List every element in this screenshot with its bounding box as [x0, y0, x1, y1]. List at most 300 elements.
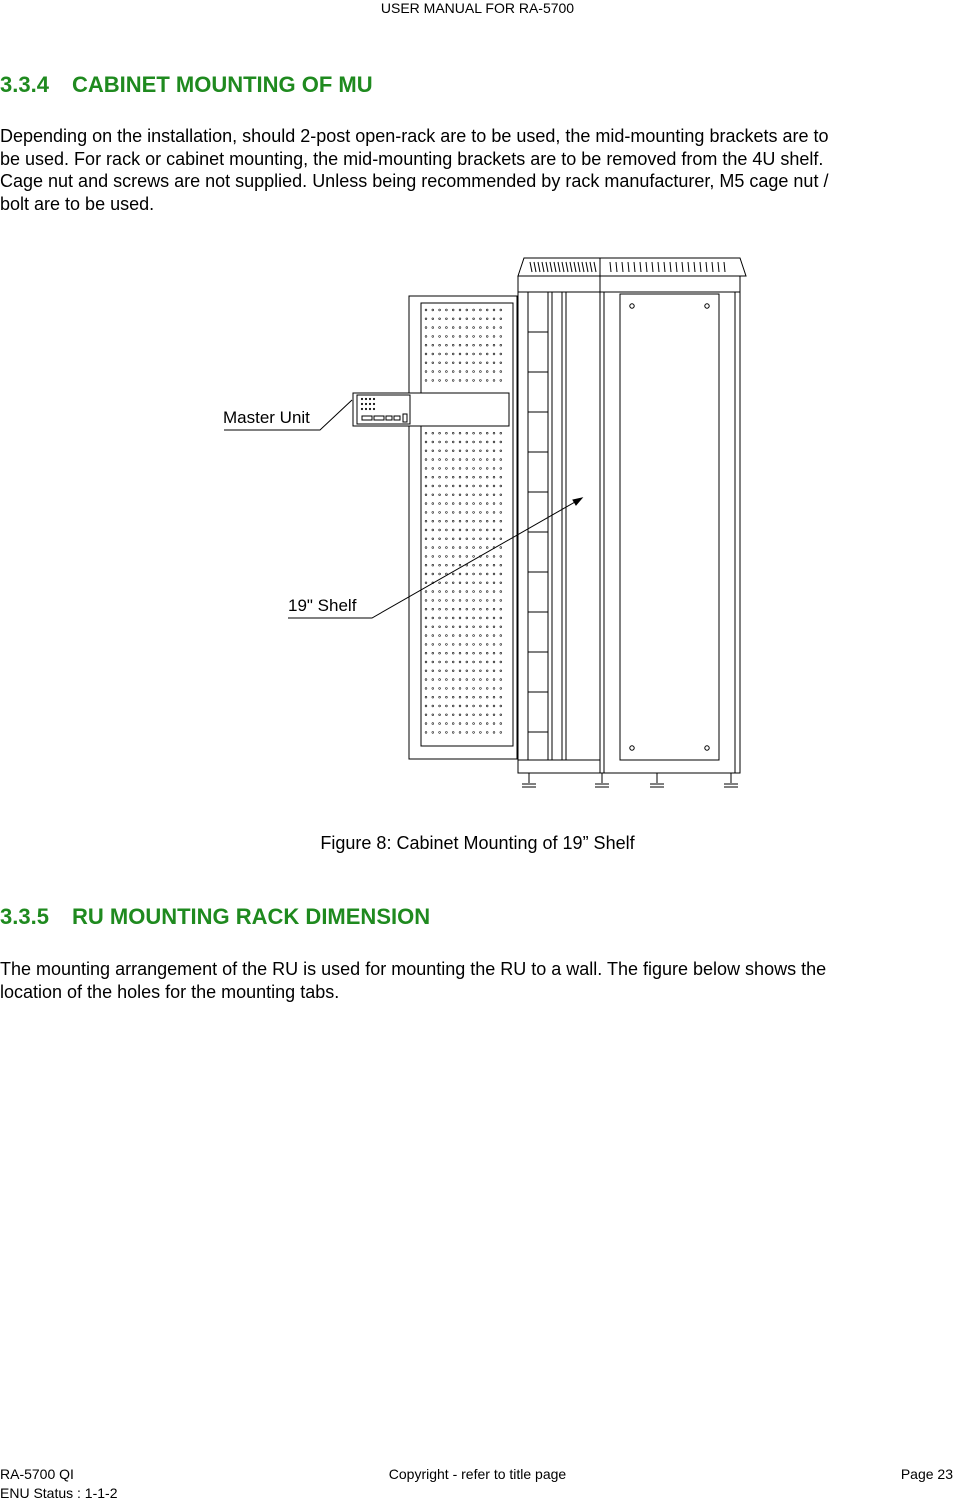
perforation-dot: [480, 318, 482, 320]
perforation-dot: [446, 661, 448, 663]
perforation-dot: [466, 547, 468, 549]
perforation-dot: [486, 468, 488, 470]
perforation-dot: [432, 705, 434, 707]
running-header: USER MANUAL FOR RA-5700: [380, 0, 575, 16]
perforation-dot: [480, 441, 482, 443]
perforation-dot: [452, 556, 454, 558]
perforation-dot: [486, 476, 488, 478]
perforation-dot: [486, 344, 488, 346]
perforation-dot: [446, 705, 448, 707]
perforation-dot: [466, 344, 468, 346]
perforation-dot: [452, 591, 454, 593]
perforation-dot: [500, 670, 502, 672]
perforation-dot: [432, 503, 434, 505]
perforation-dot: [446, 353, 448, 355]
perforation-dot: [473, 714, 475, 716]
perforation-dot: [466, 723, 468, 725]
vent-slot: [706, 262, 707, 272]
perforation-dot: [466, 450, 468, 452]
perforation-dot: [425, 556, 427, 558]
perforation-dot: [459, 512, 461, 514]
perforation-dot: [500, 441, 502, 443]
section-title: CABINET MOUNTING OF MU: [72, 72, 373, 97]
perforation-dot: [446, 380, 448, 382]
perforation-dot: [500, 327, 502, 329]
perforation-dot: [493, 476, 495, 478]
perforation-dot: [439, 635, 441, 637]
perforation-dot: [466, 485, 468, 487]
perforation-dot: [486, 432, 488, 434]
perforation-dot: [446, 608, 448, 610]
vent-slot: [562, 262, 564, 272]
perforation-dot: [425, 371, 427, 373]
perforation-dot: [432, 468, 434, 470]
perforation-dot: [459, 485, 461, 487]
perforation-dot: [425, 600, 427, 602]
perforation-dot: [452, 432, 454, 434]
perforation-dot: [452, 635, 454, 637]
perforation-dot: [500, 635, 502, 637]
perforation-dot: [439, 353, 441, 355]
perforation-dot: [452, 362, 454, 364]
perforation-dot: [459, 494, 461, 496]
label-master-unit: Master Unit: [223, 408, 310, 427]
perforation-dot: [493, 468, 495, 470]
perforation-dot: [425, 309, 427, 311]
perforation-dot: [459, 732, 461, 734]
perforation-dot: [473, 503, 475, 505]
perforation-dot: [500, 705, 502, 707]
perforation-dot: [425, 652, 427, 654]
perforation-dot: [459, 652, 461, 654]
perforation-dot: [459, 600, 461, 602]
perforation-dot: [480, 714, 482, 716]
perforation-dot: [446, 441, 448, 443]
perforation-dot: [425, 494, 427, 496]
perforation-dot: [432, 723, 434, 725]
perforation-dot: [432, 353, 434, 355]
perforation-dot: [480, 327, 482, 329]
perforation-dot: [500, 318, 502, 320]
perforation-dot: [439, 688, 441, 690]
perforation-dot: [425, 327, 427, 329]
perforation-dot: [446, 626, 448, 628]
perforation-dot: [473, 732, 475, 734]
perforation-dot: [452, 679, 454, 681]
perforation-dot: [446, 564, 448, 566]
perforation-dot: [425, 336, 427, 338]
perforation-dot: [432, 318, 434, 320]
perforation-dot: [432, 564, 434, 566]
perforation-dot: [432, 714, 434, 716]
perforation-dot: [473, 468, 475, 470]
perforation-dot: [500, 582, 502, 584]
perforation-dot: [439, 705, 441, 707]
perforation-dot: [446, 309, 448, 311]
perforation-dot: [439, 617, 441, 619]
perforation-dot: [473, 556, 475, 558]
perforation-dot: [473, 696, 475, 698]
perforation-dot: [452, 573, 454, 575]
perforation-dot: [480, 529, 482, 531]
paragraph-line: location of the holes for the mounting tabs.: [0, 981, 340, 1002]
perforation-dot: [486, 582, 488, 584]
perforation-dot: [452, 468, 454, 470]
perforation-dot: [480, 485, 482, 487]
perforation-dot: [493, 529, 495, 531]
perforation-dot: [473, 318, 475, 320]
perforation-dot: [432, 494, 434, 496]
perforation-dot: [432, 635, 434, 637]
perforation-dot: [480, 688, 482, 690]
perforation-dot: [466, 309, 468, 311]
perforation-dot: [493, 336, 495, 338]
perforation-dot: [425, 626, 427, 628]
perforation-dot: [432, 362, 434, 364]
perforation-dot: [493, 318, 495, 320]
perforation-dot: [452, 688, 454, 690]
perforation-dot: [480, 512, 482, 514]
perforation-dot: [486, 679, 488, 681]
perforation-dot: [480, 503, 482, 505]
vent-slot: [640, 262, 641, 272]
perforation-dot: [446, 432, 448, 434]
perforation-dot: [486, 441, 488, 443]
perforation-dot: [459, 705, 461, 707]
perforation-dot: [466, 661, 468, 663]
vent-slot: [670, 262, 671, 272]
perforation-dot: [452, 485, 454, 487]
perforation-dot: [500, 494, 502, 496]
perforation-dot: [432, 450, 434, 452]
vent-slot: [676, 262, 677, 272]
perforation-dot: [500, 626, 502, 628]
perforation-dot: [500, 468, 502, 470]
perforation-dot: [452, 441, 454, 443]
perforation-dot: [466, 652, 468, 654]
vent-slot: [646, 262, 647, 272]
perforation-dot: [493, 432, 495, 434]
perforation-dot: [446, 591, 448, 593]
perforation-dot: [446, 582, 448, 584]
perforation-dot: [452, 538, 454, 540]
perforation-dot: [425, 582, 427, 584]
perforation-dot: [425, 485, 427, 487]
perforation-dot: [480, 652, 482, 654]
perforation-dot: [486, 696, 488, 698]
perforation-dot: [500, 723, 502, 725]
panel-screw: [630, 746, 634, 750]
perforation-dot: [432, 661, 434, 663]
perforation-dot: [500, 432, 502, 434]
perforation-dot: [500, 538, 502, 540]
perforation-dot: [439, 529, 441, 531]
perforation-dot: [425, 547, 427, 549]
perforation-dot: [480, 679, 482, 681]
perforation-dot: [425, 538, 427, 540]
roof-vents: [530, 262, 725, 272]
perforation-dot: [459, 591, 461, 593]
perforation-dot: [486, 644, 488, 646]
perforation-dot: [459, 661, 461, 663]
perforation-dot: [500, 661, 502, 663]
cabinet-mounting-figure: [0, 240, 955, 800]
perforation-dot: [439, 714, 441, 716]
perforation-dot: [439, 608, 441, 610]
perforation-dot: [439, 582, 441, 584]
perforation-dot: [493, 732, 495, 734]
perforation-dot: [493, 503, 495, 505]
perforation-dot: [500, 503, 502, 505]
perforation-dot: [439, 459, 441, 461]
perforation-dot: [473, 564, 475, 566]
vent-slot: [570, 262, 572, 272]
perforation-dot: [493, 494, 495, 496]
vent-slot: [622, 262, 623, 272]
perforation-dot: [459, 432, 461, 434]
perforation-dot: [425, 670, 427, 672]
perforation-dot: [486, 652, 488, 654]
perforation-dot: [459, 468, 461, 470]
perforation-dot: [500, 644, 502, 646]
perforation-dot: [493, 327, 495, 329]
perforation-dot: [452, 564, 454, 566]
perforation-dot: [500, 714, 502, 716]
perforation-dot: [473, 380, 475, 382]
vent-slot: [658, 262, 659, 272]
perforation-dot: [500, 362, 502, 364]
perforation-dot: [452, 652, 454, 654]
perforation-dot: [432, 538, 434, 540]
perforation-dot: [486, 459, 488, 461]
perforation-dot: [473, 547, 475, 549]
vent-slot: [554, 262, 556, 272]
perforation-dot: [446, 318, 448, 320]
perforation-dot: [425, 696, 427, 698]
perforation-dot: [432, 309, 434, 311]
perforation-dot: [459, 353, 461, 355]
perforation-dot: [500, 520, 502, 522]
perforation-dot: [466, 476, 468, 478]
perforation-dot: [439, 679, 441, 681]
door-perforated-panel: [421, 303, 513, 746]
vent-slot: [700, 262, 701, 272]
perforation-dot: [480, 644, 482, 646]
perforation-dot: [466, 529, 468, 531]
perforation-dot: [480, 432, 482, 434]
perforation-dot: [473, 371, 475, 373]
footer-doc-id: RA-5700 QI: [0, 1466, 74, 1482]
vent-slot: [682, 262, 683, 272]
perforation-dot: [500, 529, 502, 531]
perforation-dot: [439, 626, 441, 628]
perforation-dot: [432, 608, 434, 610]
vent-slot: [566, 262, 568, 272]
perforation-dot: [466, 626, 468, 628]
perforation-dot: [425, 679, 427, 681]
perforation-dot: [459, 503, 461, 505]
perforation-dot: [439, 600, 441, 602]
perforation-dot: [480, 564, 482, 566]
perforation-dot: [432, 644, 434, 646]
perforation-dot: [459, 459, 461, 461]
perforation-dot: [459, 547, 461, 549]
vent-slot: [664, 262, 665, 272]
perforation-dot: [500, 556, 502, 558]
vent-slot: [694, 262, 695, 272]
perforation-dot: [473, 476, 475, 478]
perforation-dot: [446, 512, 448, 514]
perforation-dot: [493, 309, 495, 311]
perforation-dot: [425, 529, 427, 531]
rack-shelves: [528, 332, 548, 732]
section-title: RU MOUNTING RACK DIMENSION: [72, 904, 431, 929]
perforation-dot: [473, 670, 475, 672]
perforation-dot: [432, 679, 434, 681]
paragraph-line: Cage nut and screws are not supplied. Unless being recommended by rack manufacturer, M5 cage nut /: [0, 171, 829, 191]
perforation-dot: [486, 503, 488, 505]
perforation-dot: [459, 670, 461, 672]
perforation-dot: [480, 353, 482, 355]
perforation-dot: [452, 626, 454, 628]
perforation-dot: [425, 450, 427, 452]
perforation-dot: [466, 600, 468, 602]
perforation-dot: [473, 441, 475, 443]
panel-screw: [705, 746, 709, 750]
section-number: 3.3.5: [0, 904, 49, 929]
perforation-dot: [500, 371, 502, 373]
perforation-dot: [459, 564, 461, 566]
perforation-dot: [432, 459, 434, 461]
perforation-dot: [493, 661, 495, 663]
perforation-dot: [439, 538, 441, 540]
perforation-dot: [480, 344, 482, 346]
perforation-dot: [439, 371, 441, 373]
perforation-dot: [446, 696, 448, 698]
perforation-dot: [446, 485, 448, 487]
perforation-dot: [432, 529, 434, 531]
perforation-dot: [452, 617, 454, 619]
perforation-dot: [500, 591, 502, 593]
perforation-dot: [486, 661, 488, 663]
perforation-dot: [473, 582, 475, 584]
perforation-dot: [452, 327, 454, 329]
perforation-dot: [486, 626, 488, 628]
perforation-dot: [446, 336, 448, 338]
perforation-dot: [486, 573, 488, 575]
perforation-dot: [446, 644, 448, 646]
vent-slot: [616, 262, 617, 272]
perforation-dot: [439, 723, 441, 725]
perforation-dot: [466, 441, 468, 443]
vent-slot: [578, 262, 580, 272]
perforation-dot: [432, 573, 434, 575]
perforation-dot: [486, 494, 488, 496]
perforation-dot: [439, 450, 441, 452]
perforation-dot: [480, 459, 482, 461]
perforation-dot: [459, 520, 461, 522]
perforation-dot: [493, 564, 495, 566]
perforation-dot: [439, 520, 441, 522]
vent-slot: [542, 262, 544, 272]
perforation-dot: [425, 564, 427, 566]
perforation-dot: [459, 556, 461, 558]
figure-caption: Figure 8: Cabinet Mounting of 19” Shelf: [320, 833, 635, 853]
label-19-shelf: 19" Shelf: [288, 596, 357, 615]
perforation-dot: [493, 626, 495, 628]
perforation-dot: [425, 476, 427, 478]
perforation-dot: [446, 529, 448, 531]
vent-slot: [574, 262, 576, 272]
perforation-dot: [459, 476, 461, 478]
perforation-dot: [493, 635, 495, 637]
perforation-dot: [473, 529, 475, 531]
perforation-dot: [480, 626, 482, 628]
vent-slot: [530, 262, 532, 272]
perforation-dot: [500, 652, 502, 654]
perforation-dot: [439, 432, 441, 434]
perforation-dot: [452, 353, 454, 355]
perforation-dot: [493, 652, 495, 654]
perforation-dot: [466, 503, 468, 505]
perforation-dot: [459, 696, 461, 698]
perforation-dot: [446, 468, 448, 470]
perforation-dot: [466, 670, 468, 672]
perforation-dot: [452, 547, 454, 549]
perforation-dot: [432, 344, 434, 346]
perforation-dot: [439, 309, 441, 311]
perforation-dot: [439, 547, 441, 549]
perforation-dot: [486, 714, 488, 716]
perforation-dot: [473, 512, 475, 514]
perforation-dot: [452, 600, 454, 602]
perforation-dot: [439, 485, 441, 487]
perforation-dot: [473, 573, 475, 575]
cabinet-body: [518, 276, 740, 773]
perforation-dot: [439, 318, 441, 320]
perforation-dot: [432, 591, 434, 593]
perforation-dot: [446, 344, 448, 346]
perforation-dot: [493, 679, 495, 681]
perforation-dot: [459, 582, 461, 584]
perforation-dot: [500, 688, 502, 690]
perforation-dot: [425, 591, 427, 593]
perforation-dot: [493, 705, 495, 707]
vent-slot: [724, 262, 725, 272]
perforation-dot: [459, 617, 461, 619]
perforation-dot: [486, 688, 488, 690]
perforation-dot: [459, 309, 461, 311]
perforation-dot: [439, 644, 441, 646]
paragraph-ru-mounting: [0, 958, 955, 1003]
perforation-dot: [439, 652, 441, 654]
perforation-dot: [486, 380, 488, 382]
perforation-dot: [452, 459, 454, 461]
callout-arrowhead: [573, 498, 582, 505]
perforation-dot: [452, 608, 454, 610]
perforation-dot: [446, 723, 448, 725]
perforation-dot: [486, 318, 488, 320]
perforation-dot: [432, 696, 434, 698]
perforation-dot: [439, 732, 441, 734]
perforation-dot: [446, 327, 448, 329]
perforation-dot: [432, 556, 434, 558]
perforation-dot: [493, 353, 495, 355]
perforation-dot: [425, 459, 427, 461]
perforation-dot: [425, 432, 427, 434]
perforation-dot: [466, 732, 468, 734]
perforation-dot: [452, 371, 454, 373]
